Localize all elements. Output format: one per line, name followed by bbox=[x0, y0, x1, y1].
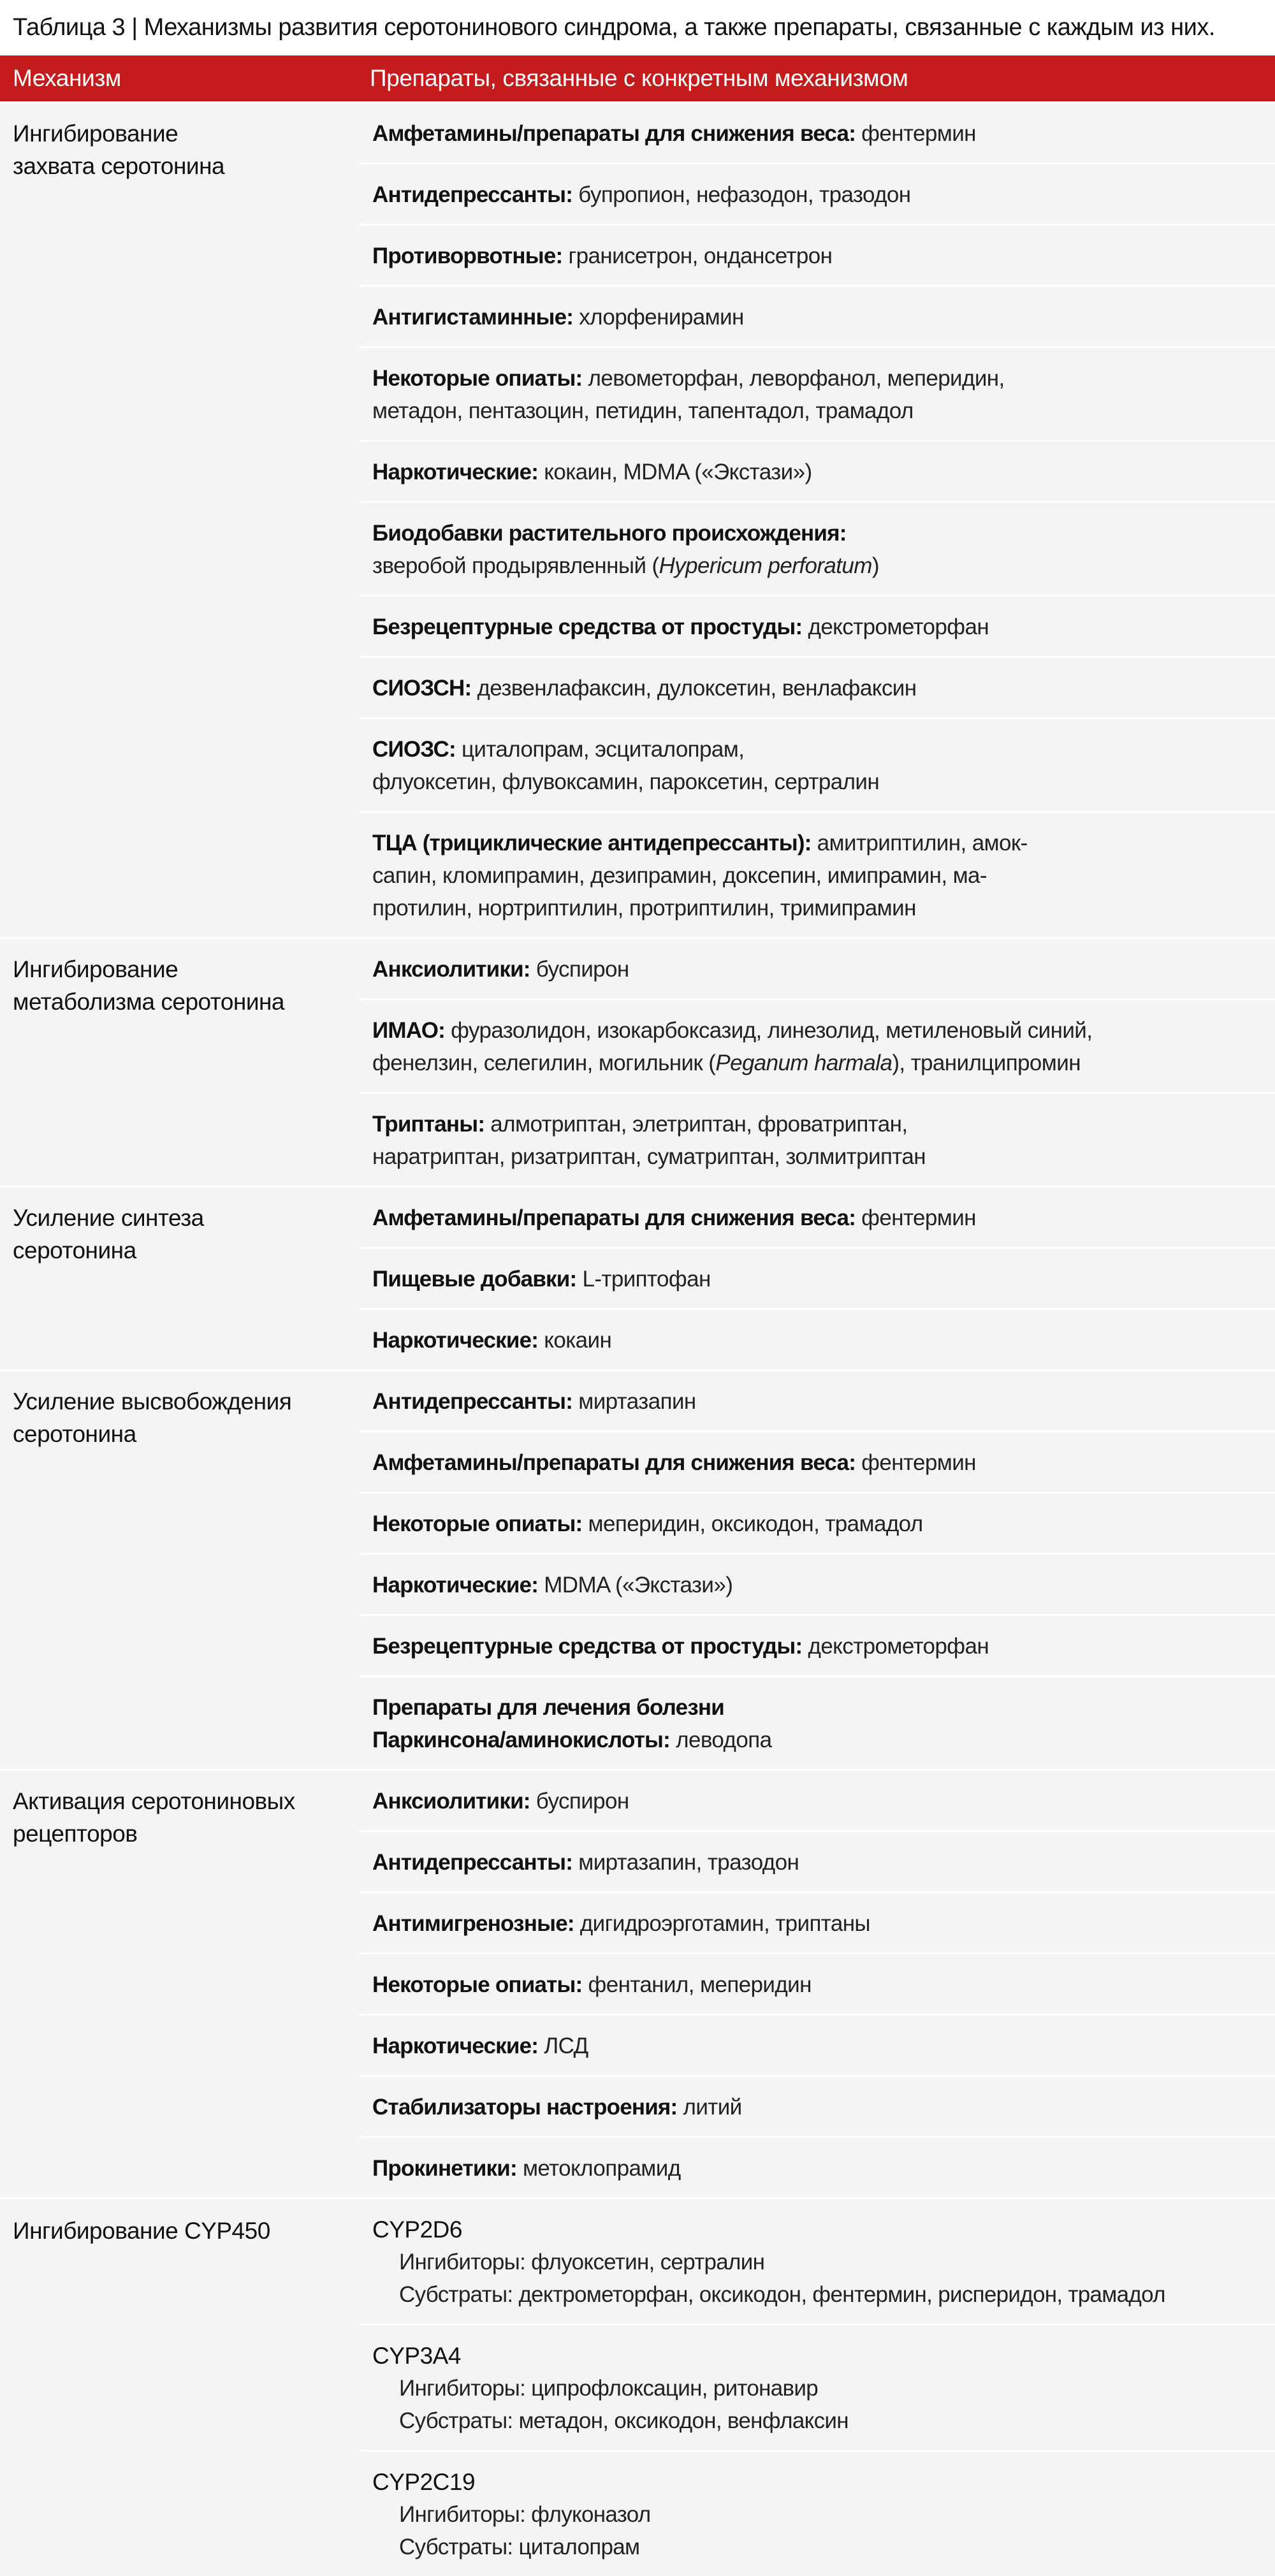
cyp-entry bbox=[360, 2324, 1275, 2450]
mechanism-line: Усиление синтеза bbox=[13, 1205, 204, 1231]
mechanism-group bbox=[0, 2197, 1275, 2576]
inhibitors: Ингибиторы: ципрофлоксацин, ритонавир bbox=[399, 2376, 819, 2401]
cyp-entry bbox=[360, 2450, 1275, 2576]
drug-list: циталопрам, эсциталопрам, bbox=[455, 737, 745, 762]
mechanism-line: Активация серотониновых bbox=[13, 1788, 295, 1814]
drug-entry bbox=[360, 163, 1275, 224]
mechanism-group bbox=[0, 937, 1275, 1186]
mechanism-cell bbox=[0, 1188, 360, 1369]
drug-list: фентанил, меперидин bbox=[582, 1972, 812, 1997]
drugs-cell bbox=[360, 2199, 1275, 2576]
drug-class: Безрецептурные средства от простуды: bbox=[372, 1634, 803, 1659]
enzyme-name: CYP2C19 bbox=[372, 2469, 476, 2495]
drug-list: фентермин bbox=[856, 1450, 976, 1475]
drug-entry bbox=[360, 103, 1275, 163]
drug-entry bbox=[360, 1953, 1275, 2014]
cyp-entry bbox=[360, 2199, 1275, 2324]
drug-class: Паркинсона/аминокислоты: bbox=[372, 1728, 671, 1752]
drugs-cell bbox=[360, 1771, 1275, 2197]
drug-class: СИОЗС: bbox=[372, 737, 456, 762]
drug-class: Некоторые опиаты: bbox=[372, 1972, 583, 1997]
drug-list: дигидроэрготамин, триптаны bbox=[574, 1911, 870, 1936]
drug-list: буспирон bbox=[530, 957, 629, 982]
drug-list: амитриптилин, амок- bbox=[811, 831, 1028, 855]
drug-list: наратриптан, ризатриптан, суматриптан, золмитриптан bbox=[372, 1144, 926, 1169]
substrates: Субстраты: циталопрам bbox=[399, 2535, 640, 2559]
drug-entry bbox=[360, 501, 1275, 595]
table-caption: Таблица 3 | Механизмы развития серотонинового синдрома, а также препараты, связанные с каждым из них. bbox=[13, 14, 1215, 41]
drug-list: литий bbox=[677, 2095, 742, 2120]
drug-list: ЛСД bbox=[538, 2034, 588, 2058]
enzyme-name: CYP3A4 bbox=[372, 2343, 461, 2369]
serotonin-syndrome-table bbox=[0, 55, 1275, 2576]
drug-class: Антидепрессанты: bbox=[372, 1850, 573, 1875]
mechanism-group bbox=[0, 1186, 1275, 1369]
drug-entry bbox=[360, 939, 1275, 998]
drug-list: ), транилципромин bbox=[892, 1051, 1081, 1075]
drug-class: Наркотические: bbox=[372, 2034, 539, 2058]
mechanism-line: Ингибирование bbox=[13, 120, 178, 147]
drug-class: Анксиолитики: bbox=[372, 1789, 530, 1814]
mechanism-line: серотонина bbox=[13, 1421, 136, 1447]
drug-class: Некоторые опиаты: bbox=[372, 366, 583, 391]
latin-name: Hypericum perforatum bbox=[659, 553, 872, 578]
inhibitors: Ингибиторы: флуконазол bbox=[399, 2502, 651, 2527]
drug-list: кокаин bbox=[538, 1328, 612, 1353]
mechanism-line: Ингибирование bbox=[13, 956, 178, 982]
drug-class: Амфетамины/препараты для снижения веса: bbox=[372, 1205, 856, 1230]
drug-list: фуразолидон, изокарбоксазид, линезолид, метиленовый синий, bbox=[445, 1018, 1093, 1043]
drug-class: Триптаны: bbox=[372, 1112, 485, 1137]
drug-list: сапин, кломипрамин, дезипрамин, доксепин, имипрамин, ма- bbox=[372, 863, 987, 888]
mechanism-group bbox=[0, 101, 1275, 937]
drug-list: бупропион, нефазодон, тразодон bbox=[572, 182, 911, 207]
drug-entry bbox=[360, 1371, 1275, 1430]
drugs-cell bbox=[360, 1188, 1275, 1369]
drug-list: кокаин, MDMA («Экстази») bbox=[538, 460, 812, 484]
drug-list: протилин, нортриптилин, протриптилин, тримипрамин bbox=[372, 896, 916, 921]
drug-entry bbox=[360, 1830, 1275, 1891]
substrates: Субстраты: метадон, оксикодон, венфлаксин bbox=[399, 2408, 849, 2433]
drug-list: миртазапин bbox=[572, 1389, 696, 1414]
drug-entry bbox=[360, 1430, 1275, 1492]
drug-list: хлорфенирамин bbox=[573, 305, 744, 330]
mechanism-line: захвата серотонина bbox=[13, 153, 225, 179]
drug-entry bbox=[360, 717, 1275, 811]
drug-entry bbox=[360, 595, 1275, 656]
drug-class: Безрецептурные средства от простуды: bbox=[372, 615, 803, 639]
mechanism-cell bbox=[0, 2199, 360, 2576]
drug-list: фентермин bbox=[856, 1205, 976, 1230]
drug-list: фентермин bbox=[856, 121, 976, 146]
drug-entry bbox=[360, 811, 1275, 937]
table-header bbox=[0, 55, 1275, 101]
drug-list: буспирон bbox=[530, 1789, 629, 1814]
drug-list: левометорфан, леворфанол, меперидин, bbox=[582, 366, 1005, 391]
mechanism-cell bbox=[0, 103, 360, 937]
drug-class: Антимигренозные: bbox=[372, 1911, 574, 1936]
header-drugs: Препараты, связанные с конкретным механизмом bbox=[370, 65, 908, 91]
mechanism-cell bbox=[0, 1371, 360, 1769]
drug-list: меперидин, оксикодон, трамадол bbox=[582, 1511, 923, 1536]
drug-entry bbox=[360, 1492, 1275, 1553]
drug-class: Антидепрессанты: bbox=[372, 182, 573, 207]
drug-list: метоклопрамид bbox=[516, 2156, 681, 2181]
drug-list: метадон, пентазоцин, петидин, тапентадол, трамадол bbox=[372, 398, 914, 423]
mechanism-line: рецепторов bbox=[13, 1821, 138, 1847]
drug-class: Амфетамины/препараты для снижения веса: bbox=[372, 121, 856, 146]
drug-entry bbox=[360, 2136, 1275, 2197]
drug-list: MDMA («Экстази») bbox=[538, 1573, 733, 1597]
drug-entry bbox=[360, 1092, 1275, 1186]
mechanism-line: Ингибирование CYP450 bbox=[13, 2218, 270, 2244]
drug-entry bbox=[360, 1308, 1275, 1369]
drug-class: Амфетамины/препараты для снижения веса: bbox=[372, 1450, 856, 1475]
drug-entry bbox=[360, 440, 1275, 501]
mechanism-line: серотонина bbox=[13, 1237, 136, 1263]
substrates: Субстраты: дектрометорфан, оксикодон, фентермин, рисперидон, трамадол bbox=[399, 2282, 1165, 2307]
drug-list: фенелзин, селегилин, могильник ( bbox=[372, 1051, 716, 1075]
drug-class: Наркотические: bbox=[372, 1328, 539, 1353]
drug-list: ) bbox=[871, 553, 879, 578]
drug-class: Противорвотные: bbox=[372, 244, 563, 268]
drug-class: Антидепрессанты: bbox=[372, 1389, 573, 1414]
drug-class: ТЦА (трициклические антидепрессанты): bbox=[372, 831, 812, 855]
drug-class: СИОЗСН: bbox=[372, 676, 472, 701]
drug-entry bbox=[360, 346, 1275, 440]
drug-entry bbox=[360, 2075, 1275, 2136]
drug-entry bbox=[360, 1675, 1275, 1769]
drug-list: миртазапин, тразодон bbox=[572, 1850, 799, 1875]
drug-class: Анксиолитики: bbox=[372, 957, 530, 982]
enzyme-name: CYP2D6 bbox=[372, 2216, 462, 2243]
header-mechanism: Механизм bbox=[13, 65, 121, 91]
drugs-cell bbox=[360, 1371, 1275, 1769]
drug-entry bbox=[360, 998, 1275, 1092]
drug-entry bbox=[360, 2014, 1275, 2075]
drug-entry bbox=[360, 1614, 1275, 1675]
drug-list: декстрометорфан bbox=[802, 615, 989, 639]
latin-name: Peganum harmala bbox=[715, 1051, 892, 1075]
mechanism-line: метаболизма серотонина bbox=[13, 989, 285, 1015]
drugs-cell bbox=[360, 939, 1275, 1186]
drug-list: алмотриптан, элетриптан, фроватриптан, bbox=[484, 1112, 908, 1137]
drug-list: декстрометорфан bbox=[802, 1634, 989, 1659]
drug-entry bbox=[360, 1891, 1275, 1953]
drug-class: Прокинетики: bbox=[372, 2156, 517, 2181]
mechanism-group bbox=[0, 1369, 1275, 1769]
drug-class: Стабилизаторы настроения: bbox=[372, 2095, 678, 2120]
drugs-cell bbox=[360, 103, 1275, 937]
drug-list: флуоксетин, флувоксамин, пароксетин, сертралин bbox=[372, 769, 880, 794]
drug-list: L-триптофан bbox=[576, 1267, 711, 1292]
drug-entry bbox=[360, 1771, 1275, 1830]
mechanism-line: Усиление высвобождения bbox=[13, 1388, 292, 1415]
mechanism-cell bbox=[0, 1771, 360, 2197]
drug-class: Наркотические: bbox=[372, 1573, 539, 1597]
drug-class: Антигистаминные: bbox=[372, 305, 574, 330]
drug-class: ИМАО: bbox=[372, 1018, 446, 1043]
drug-class: Наркотические: bbox=[372, 460, 539, 484]
drug-class: Препараты для лечения болезни bbox=[372, 1695, 724, 1720]
drug-class: Пищевые добавки: bbox=[372, 1267, 577, 1292]
drug-class: Биодобавки растительного происхождения: bbox=[372, 521, 847, 546]
drug-list: зверобой продырявленный ( bbox=[372, 553, 659, 578]
mechanism-cell bbox=[0, 939, 360, 1186]
drug-entry bbox=[360, 224, 1275, 285]
drug-entry bbox=[360, 285, 1275, 346]
drug-entry bbox=[360, 1553, 1275, 1614]
drug-class: Некоторые опиаты: bbox=[372, 1511, 583, 1536]
inhibitors: Ингибиторы: флуоксетин, сертралин bbox=[399, 2250, 765, 2274]
drug-entry bbox=[360, 1247, 1275, 1308]
mechanism-group bbox=[0, 1769, 1275, 2197]
drug-list: дезвенлафаксин, дулоксетин, венлафаксин bbox=[471, 676, 917, 701]
drug-entry bbox=[360, 1188, 1275, 1247]
drug-list: леводопа bbox=[670, 1728, 772, 1752]
drug-list: гранисетрон, ондансетрон bbox=[562, 244, 833, 268]
drug-entry bbox=[360, 656, 1275, 717]
